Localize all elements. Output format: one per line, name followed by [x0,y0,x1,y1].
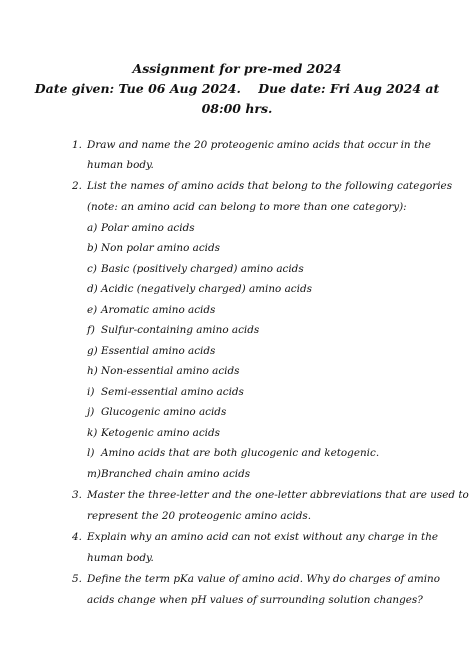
category-letter: l) [87,447,95,459]
question-number: 3. [72,489,82,501]
question-text: represent the 20 proteogenic amino acids. [87,510,312,522]
category-text: Polar amino acids [101,222,195,234]
category-text: Sulfur-containing amino acids [101,324,260,336]
question-text: acids change when pH values of surrounding solution changes? [87,594,423,606]
category-letter: d) [87,283,98,295]
category-letter: h) [87,365,98,377]
category-letter: m) [87,468,101,480]
question-text: List the names of amino acids that belong to the following categories [87,180,453,192]
due-time-line: 08:00 hrs. [201,101,273,116]
question-text: Master the three-letter and the one-letter abbreviations that are used to [87,489,469,501]
category-letter: c) [87,263,97,275]
question-text: human body. [87,159,154,171]
category-letter: g) [87,345,98,357]
category-text: Essential amino acids [101,345,216,357]
question-text: human body. [87,552,154,564]
category-text: Acidic (negatively charged) amino acids [101,283,312,295]
question-number: 4. [72,531,82,543]
question-text: Explain why an amino acid can not exist without any charge in the [87,531,439,543]
category-text: Aromatic amino acids [101,304,216,316]
category-letter: i) [87,386,95,398]
question-number: 2. [72,180,82,192]
category-text: Semi-essential amino acids [101,386,244,398]
dates-line: Date given: Tue 06 Aug 2024. Due date: Fri Aug 2024 at [34,81,440,96]
category-text: Non-essential amino acids [101,365,240,377]
category-letter: k) [87,427,98,439]
category-letter: j) [87,406,95,418]
question-text: (note: an amino acid can belong to more than one category): [87,201,407,213]
category-text: Branched chain amino acids [101,468,251,480]
question-number: 5. [72,573,82,585]
question-text: Define the term pKa value of amino acid. Why do charges of amino [87,573,440,585]
category-text: Basic (positively charged) amino acids [101,263,304,275]
assignment-title: Assignment for pre-med 2024 [132,61,342,76]
category-letter: a) [87,222,98,234]
category-letter: f) [87,324,95,336]
category-letter: e) [87,304,98,316]
question-text: Draw and name the 20 proteogenic amino acids that occur in the [87,139,431,151]
category-letter: b) [87,242,98,254]
question-number: 1. [72,139,82,151]
category-text: Ketogenic amino acids [101,427,220,439]
category-text: Glucogenic amino acids [101,406,227,418]
category-text: Amino acids that are both glucogenic and ketogenic. [101,447,380,459]
category-text: Non polar amino acids [101,242,220,254]
